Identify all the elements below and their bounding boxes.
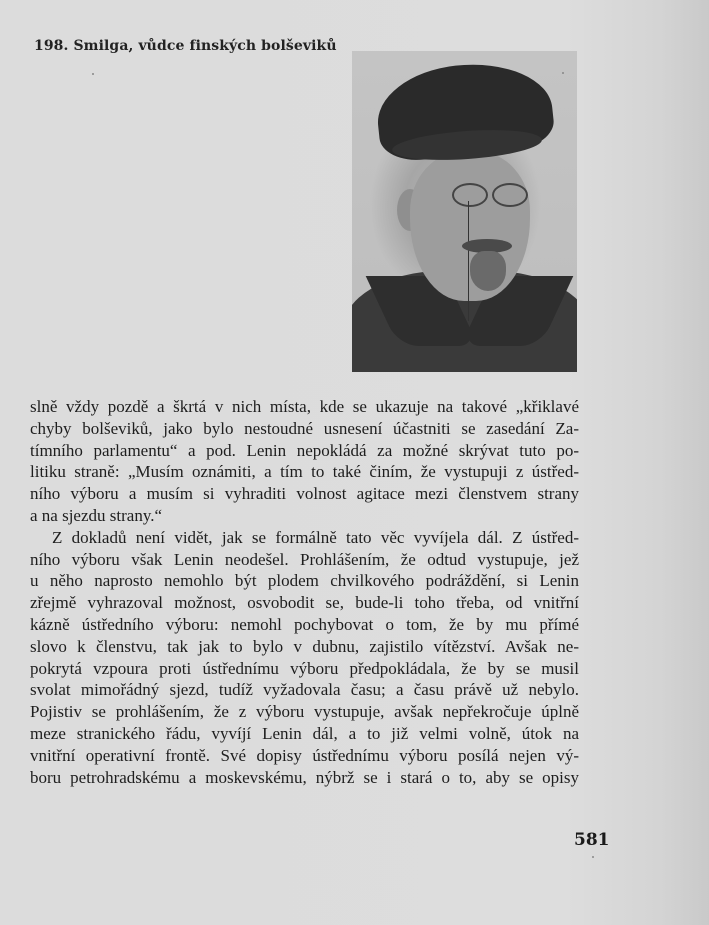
text-line: kázně ústředního výboru: nemohl pochybovat o tom, že by mu přímé [30, 614, 579, 634]
pince-nez-left-lens [452, 183, 488, 207]
paragraph-start-line: Z dokladů není vidět, jak se formálně tato věc vyvíjela dál. Z ústřed- [52, 527, 579, 547]
pince-nez-chain [468, 201, 469, 321]
text-line: ního výboru a musím si vyhraditi volnost agitace mezi členstvem strany [30, 484, 579, 504]
text-line: zřejmě vyhrazoval možnost, osvobodit se, bude-li toho třeba, od vnitřní [30, 593, 579, 613]
text-line: litiku straně: „Musím oznámiti, a tím to také činím, že vystupuji z ústřed- [30, 462, 579, 482]
text-line: boru petrohradskému a moskevskému, nýbrž se i stará o to, aby se opisy [30, 767, 579, 787]
text-line: svolat mimořádný sjezd, tudíž vyžadovala času; a času právě už nebylo. [30, 680, 579, 700]
text-line: tímního parlamentu“ a pod. Lenin nepokládá za možné skrývat tuto po- [30, 440, 579, 460]
paper-speck [562, 72, 564, 74]
text-line: u něho naprosto nemohlo být plodem chvilkového podráždění, si Lenin [30, 571, 579, 591]
text-line: Pojistiv se prohlášením, že z výboru vystupuje, avšak nepřekročuje úplně [30, 702, 579, 722]
photo-beard [470, 251, 506, 291]
paper-speck [592, 856, 594, 858]
photo-face [410, 151, 530, 301]
pince-nez-right-lens [492, 183, 528, 207]
text-line: pokrytá vzpoura proti ústřednímu výboru předpokládala, že by se musil [30, 658, 579, 678]
text-line: chyby bolševiků, jako bylo nestoudné usnesení účastniti se zasedání Za- [30, 418, 579, 438]
text-line: slovo k členstvu, tak jak to bylo v dubnu, zajistilo vítězství. Avšak ne- [30, 636, 579, 656]
text-line: slně vždy pozdě a škrtá v nich místa, kde se ukazuje na takové „křiklavé [30, 397, 579, 416]
text-line: ního výboru však Lenin neodešel. Prohlášením, že odtud vystupuje, jež [30, 549, 579, 569]
portrait-photo [352, 51, 577, 372]
page-number: 581 [574, 830, 610, 850]
paper-speck [92, 73, 94, 75]
text-line: vnitřní operativní frontě. Své dopisy ústřednímu výboru posílá nejen vý- [30, 745, 579, 765]
body-text [30, 396, 579, 788]
figure-caption: 198. Smilga, vůdce finských bolševiků [34, 38, 337, 54]
text-line: a na sjezdu strany.“ [30, 505, 163, 525]
text-line: meze stranického řádu, vyvíjí Lenin dál, a to již velmi volně, útok na [30, 723, 579, 743]
